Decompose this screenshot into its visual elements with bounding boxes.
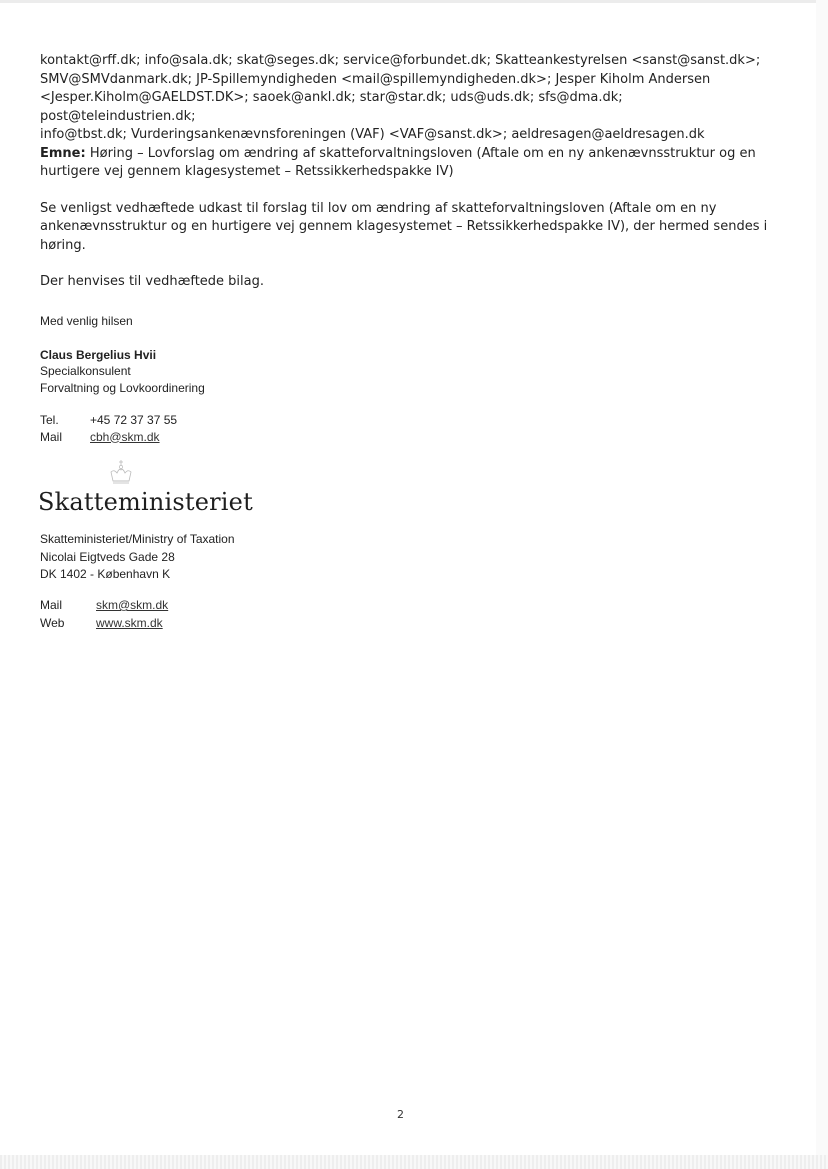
- phone-label: Tel.: [40, 413, 59, 427]
- postal-address: [40, 531, 235, 584]
- scan-edge-right: [816, 0, 828, 1169]
- phone-row: [40, 412, 440, 429]
- contact-info: [40, 412, 440, 445]
- recipients-line: kontakt@rff.dk; info@sala.dk; skat@seges.dk; service@forbundet.dk; Skatteankestyrelsen <sanst@sanst.dk>;: [40, 53, 761, 68]
- recipients-line: <Jesper.Kiholm@GAELDST.DK>; saoek@ankl.dk; star@star.dk; uds@uds.dk; sfs@dma.dk; post@teleindustrien.dk;: [40, 90, 623, 124]
- subject-line-continued: hurtigere vej gennem klagesystemet – Retssikkerhedspakke IV): [40, 164, 454, 179]
- greeting: Med venlig hilsen: [40, 314, 133, 328]
- recipients-line: info@tbst.dk; Vurderingsankenævnsforeningen (VAF) <VAF@sanst.dk>; aeldresagen@aeldresagen.dk: [40, 127, 705, 142]
- email-row: [40, 429, 440, 446]
- crown-icon: [106, 459, 136, 487]
- page-number: 2: [397, 1108, 404, 1121]
- email-label: Mail: [40, 429, 63, 444]
- message-line: Se venligst vedhæftede udkast til forslag til lov om ændring af skatteforvaltningsloven (Aftale om en ny: [40, 200, 717, 216]
- ministry-email-link[interactable]: skm@skm.dk: [96, 598, 169, 612]
- subject-label: Emne:: [40, 145, 86, 161]
- ministry-website-link[interactable]: www.skm.dk: [96, 615, 163, 630]
- sender-title: Specialkonsulent: [40, 364, 131, 378]
- subject-line: [40, 145, 770, 164]
- ministry-logo-text: Skatteministeriet: [38, 488, 253, 516]
- sender-name: Claus Bergelius Hvii: [40, 347, 157, 362]
- sender-email-link[interactable]: cbh@skm.dk: [90, 429, 160, 444]
- message-paragraph: [40, 200, 770, 256]
- sender-department: Forvaltning og Lovkoordinering: [40, 380, 205, 395]
- address-line: Skatteministeriet/Ministry of Taxation: [40, 532, 235, 546]
- message-line: ankenævnsstruktur og en hurtigere vej gennem klagesystemet – Retssikkerhedspakke IV), der hermed sendes i: [40, 219, 768, 234]
- scan-edge-bottom: [0, 1155, 828, 1169]
- phone-value: +45 72 37 37 55: [90, 413, 178, 427]
- ministry-contact: [40, 597, 168, 632]
- recipients-block: [40, 52, 770, 145]
- subject-text: Høring – Lovforslag om ændring af skatteforvaltningsloven (Aftale om en ny ankenævnsstruktur og en: [85, 145, 756, 161]
- ministry-mail-row: [40, 597, 168, 615]
- ministry-mail-label: Mail: [40, 598, 63, 612]
- recipients-line: SMV@SMVdanmark.dk; JP-Spillemyndigheden <mail@spillemyndigheden.dk>; Jesper Kiholm Andersen: [40, 71, 711, 87]
- scan-edge-top: [0, 0, 828, 3]
- address-line: Nicolai Eigtveds Gade 28: [40, 549, 175, 564]
- ministry-web-row: [40, 615, 168, 633]
- signature-block: [40, 313, 440, 445]
- message-line: høring.: [40, 237, 86, 253]
- address-line: DK 1402 - København K: [40, 567, 171, 581]
- attachment-reference: Der henvises til vedhæftede bilag.: [40, 274, 264, 289]
- ministry-web-label: Web: [40, 615, 65, 630]
- email-body: [40, 52, 770, 292]
